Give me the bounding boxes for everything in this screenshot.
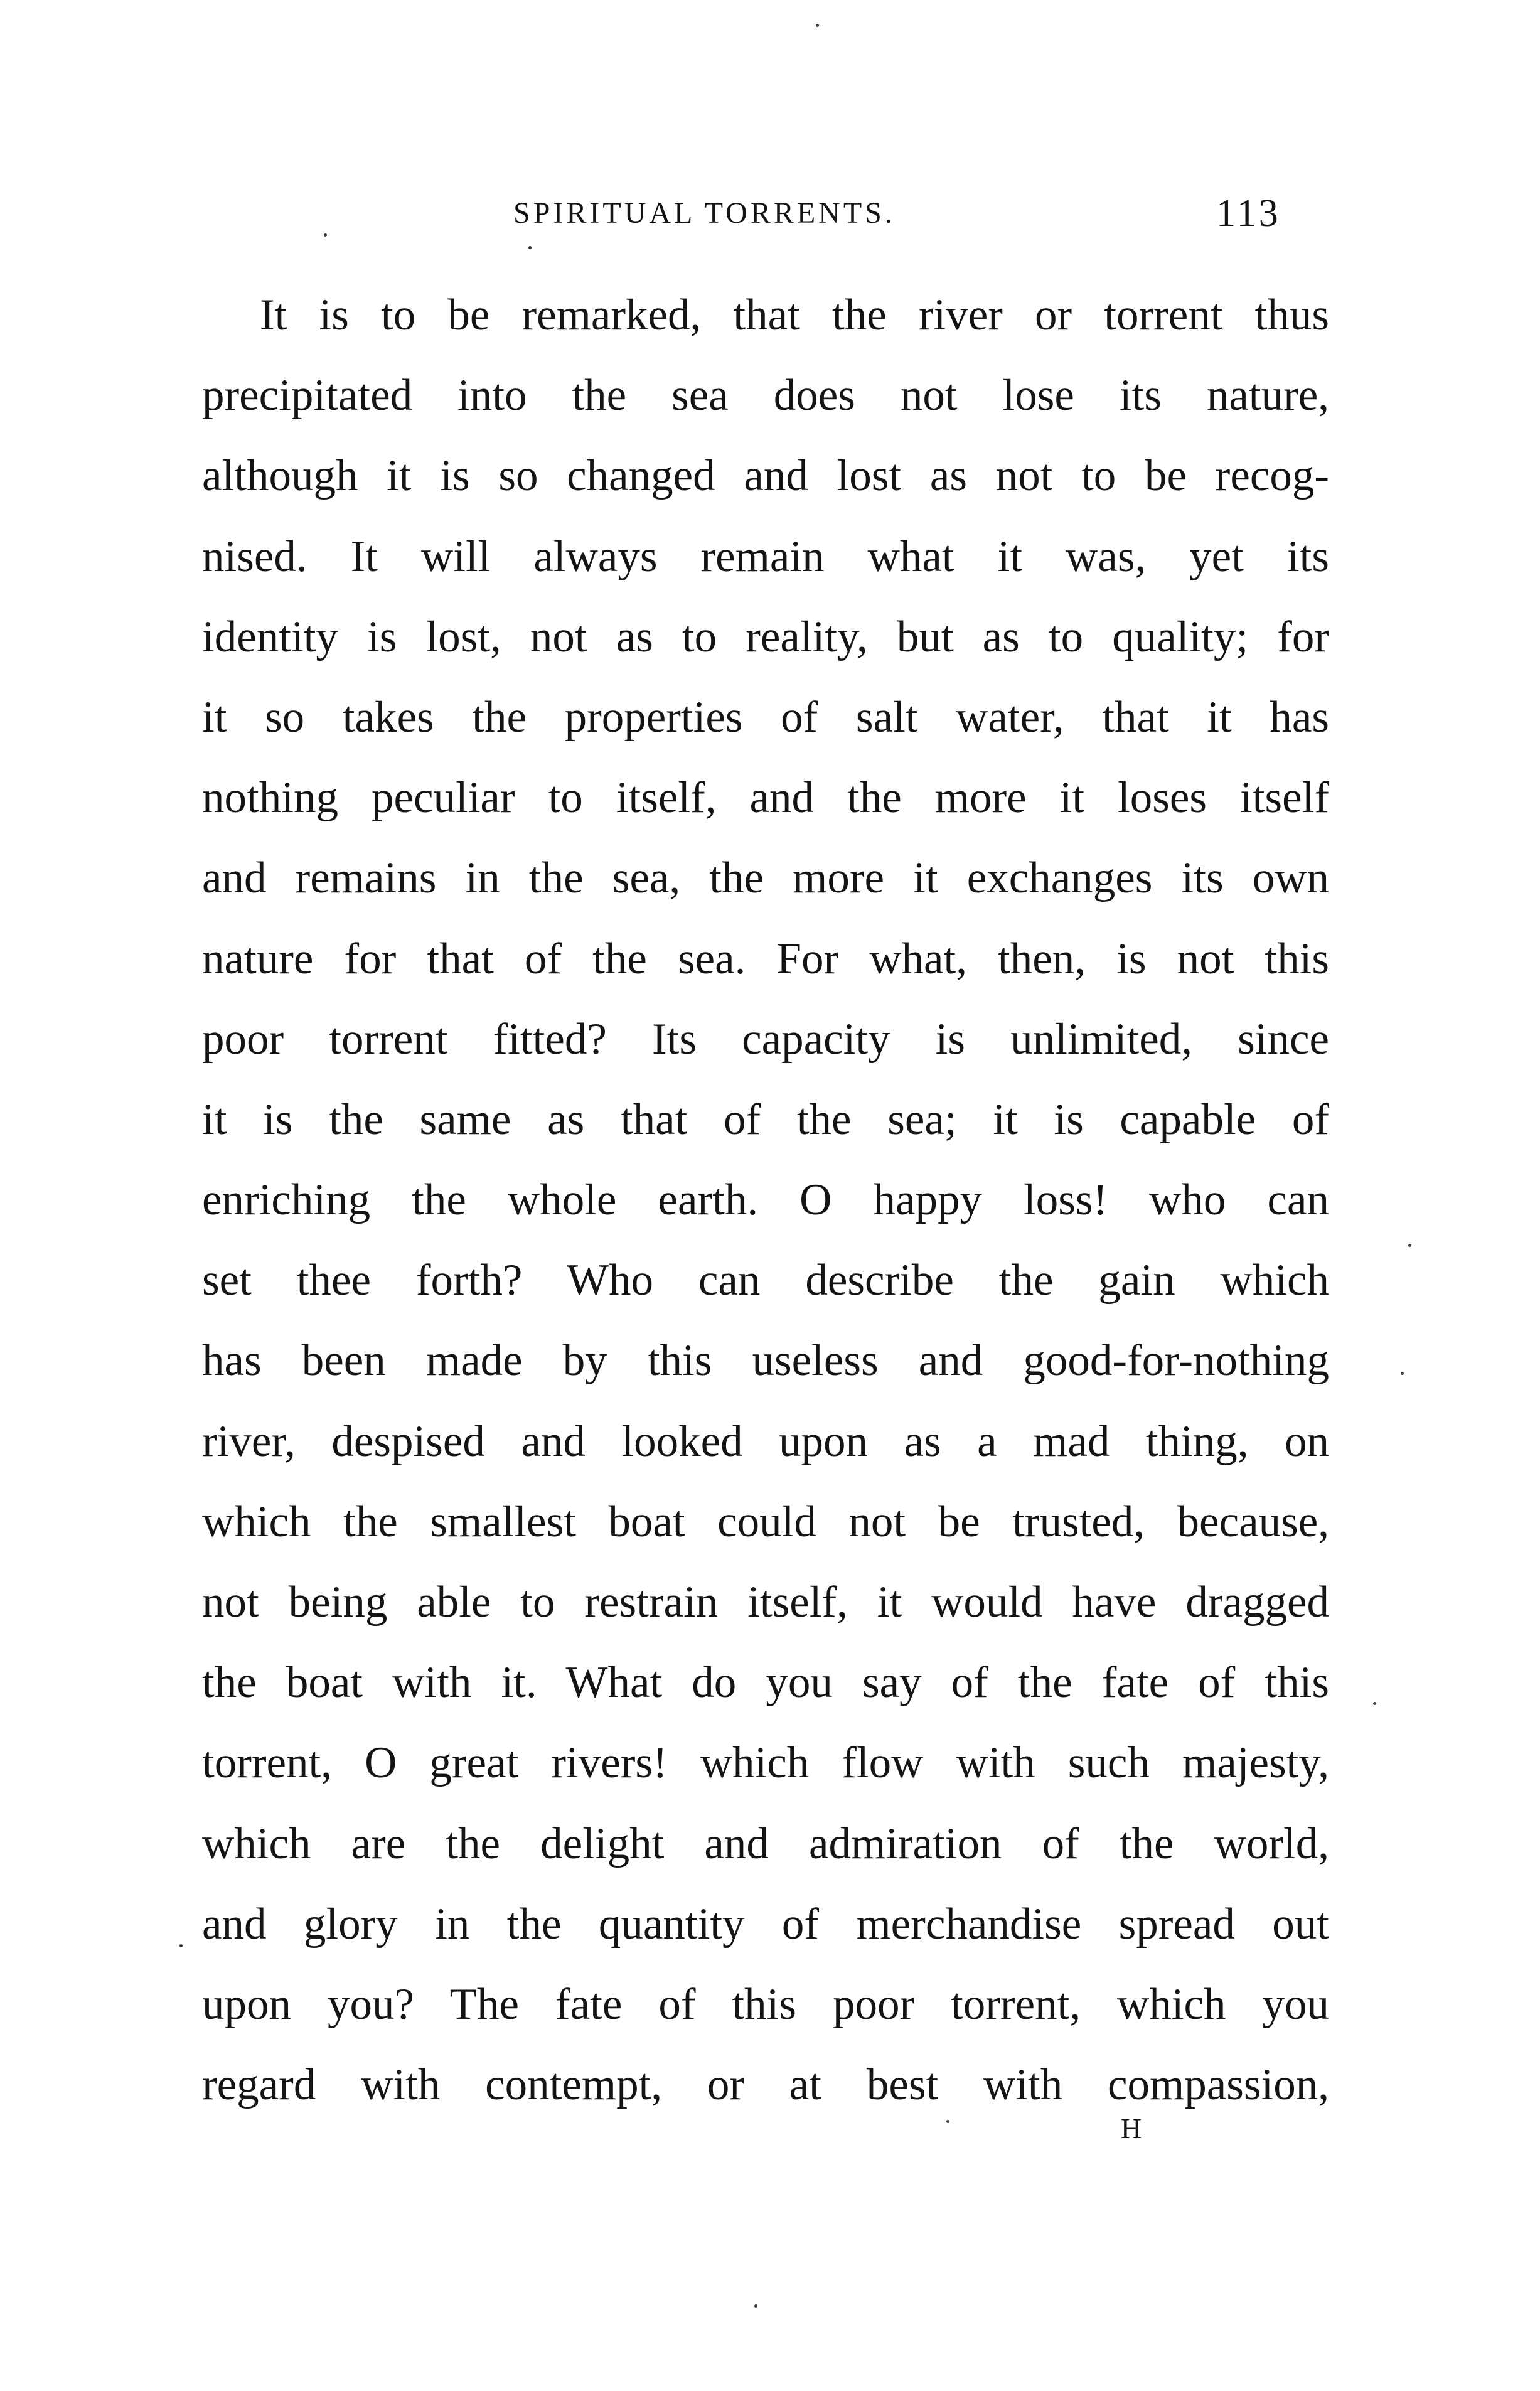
text-line: nised. It will always remain what it was, yet its [202, 532, 1329, 581]
scan-speck [324, 233, 327, 237]
text-line: regard with contempt, or at best with compassion, [202, 2060, 1329, 2110]
scan-speck [946, 2120, 949, 2123]
text-line: it is the same as that of the sea; it is capable of [202, 1094, 1329, 1144]
body-text [202, 275, 1329, 2125]
text-line: river, despised and looked upon as a mad thing, on [202, 1416, 1329, 1466]
text-line: enriching the whole earth. O happy loss! who can [202, 1175, 1329, 1225]
text-line: set thee forth? Who can describe the gain which [202, 1256, 1329, 1305]
text-line: although it is so changed and lost as not to be recog- [202, 451, 1329, 501]
text-line: upon you? The fate of this poor torrent, which you [202, 1979, 1329, 2029]
page-number: 113 [1216, 192, 1281, 235]
running-title: SPIRITUAL TORRENTS. [513, 196, 896, 230]
scan-speck [754, 2304, 757, 2308]
running-head [0, 188, 1540, 238]
text-line: the boat with it. What do you say of the fate of this [202, 1658, 1329, 1708]
text-line: nature for that of the sea. For what, then, is not this [202, 934, 1329, 983]
scan-speck [528, 246, 532, 249]
text-line: and glory in the quantity of merchandise spread out [202, 1899, 1329, 1949]
text-line: it so takes the properties of salt water, that it has [202, 692, 1329, 742]
text-line: precipitated into the sea does not lose its nature, [202, 371, 1329, 420]
scan-speck [816, 24, 819, 27]
scan-speck [1401, 1372, 1404, 1375]
text-line: It is to be remarked, that the river or torrent thus [260, 291, 1329, 340]
text-line: which are the delight and admiration of the world, [202, 1819, 1329, 1868]
scan-speck [179, 1944, 183, 1947]
scan-speck [1373, 1702, 1376, 1705]
text-line: and remains in the sea, the more it exchanges its own [202, 853, 1329, 903]
text-line: which the smallest boat could not be trusted, because, [202, 1497, 1329, 1546]
text-line: poor torrent fitted? Its capacity is unlimited, since [202, 1014, 1329, 1064]
text-line: has been made by this useless and good-for-nothing [202, 1336, 1329, 1386]
signature-mark: H [1121, 2112, 1143, 2144]
scan-speck [1408, 1244, 1411, 1247]
text-line: identity is lost, not as to reality, but as to quality; for [202, 612, 1329, 661]
text-line: nothing peculiar to itself, and the more it loses itself [202, 773, 1329, 823]
text-line: torrent, O great rivers! which flow with such majesty, [202, 1738, 1329, 1788]
text-line: not being able to restrain itself, it would have dragged [202, 1578, 1329, 1627]
